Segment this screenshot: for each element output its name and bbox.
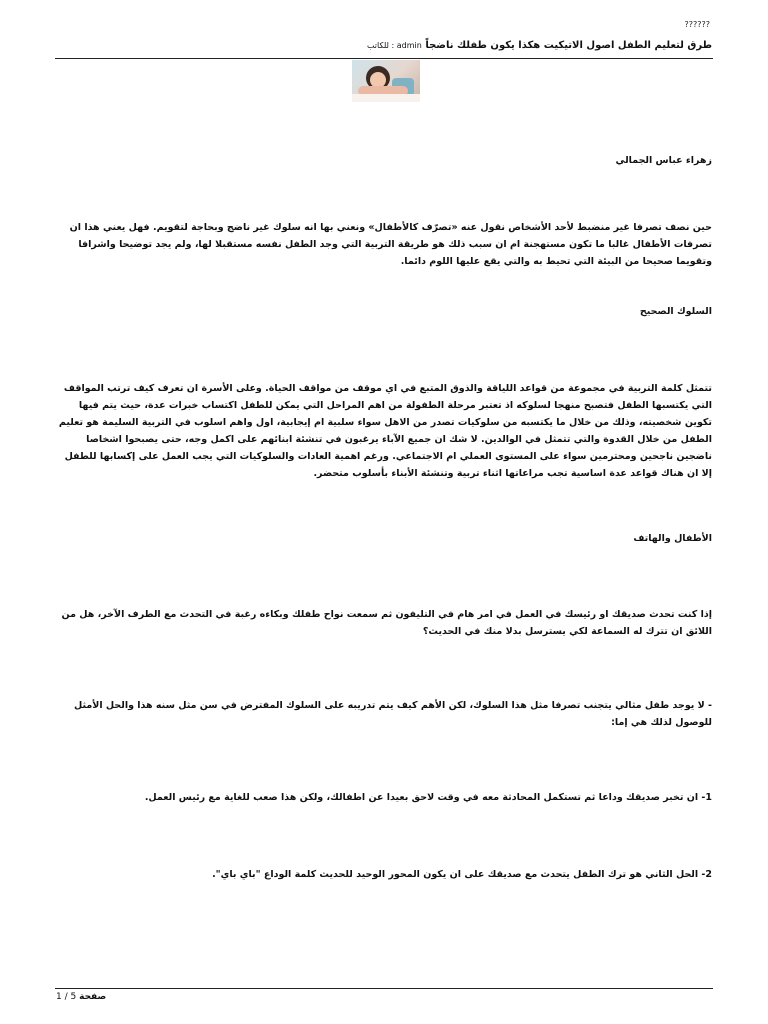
author-name: زهراء عباس الجمالي (615, 155, 712, 166)
footer-divider (55, 988, 713, 989)
no-ideal-child-paragraph: - لا يوجد طفل مثالي يتجنب تصرفا مثل هذا السلوك، لكن الأهم كيف يتم تدريبه على السلوك المفترض في سن مثل سنه هذا والحل الأمثل للوصول لذلك هي إما: (74, 700, 712, 728)
solution-1: 1- ان تخبر صديقك وداعا ثم تستكمل المحادثة معه في وقت لاحق بعيدا عن اطفالك، ولكن هذا صعب للغاية مع رئيس العمل. (144, 792, 712, 803)
page-footer (56, 992, 106, 1002)
page-label: صفحة (79, 992, 107, 1002)
heading-children-phone: الأطفال والهاتف (633, 533, 712, 544)
intro-paragraph: حين نصف تصرفا غير منضبط لأحد الأشخاص نقول عنه «تصرّف كالأطفال» ونعني بها انه سلوك غير ناضج وبحاجة لتقويم. فهل يعني هذا ان تصرفات الأطفال غالبا ما تكون مستهجنة ام ان سبب ذلك هو طريقة التربية التي وجد الطفل نفسه مستقبلا لها، ولم يجد توضيحا واشرافا وتقويما صحيحا من البيئة التي تحيط به والتي يقع عليها اللوم دائما. (69, 222, 712, 267)
header-divider (55, 58, 713, 59)
phone-question-paragraph: إذا كنت تحدث صديقك او رئيسك في العمل في امر هام في التليفون ثم سمعت نواح طفلك وبكاءه رغبة في التحدث مع الطرف الآخر، هل من اللائق ان تترك له السماعة لكي يسترسل بدلا منك في الحديث؟ (61, 609, 712, 637)
author-label: للكاتب : admin (366, 41, 422, 50)
page-count: 5 / 1 (56, 992, 77, 1002)
article-title[interactable]: طرق لتعليم الطفل اصول الاتيكيت هكذا يكون طفلك ناضجاً (425, 40, 712, 51)
photo-book (352, 94, 420, 102)
child-reading-photo (352, 60, 420, 102)
behavior-paragraph: تتمثل كلمة التربية في مجموعة من قواعد اللياقة والذوق المتبع في اي موقف من مواقف الحياة. وعلى الأسرة ان تعرف كيف ترتب المواقف التي يكتسبها الطفل فتصبح منهجا لسلوكه اذ تعتبر مرحلة الطفولة من اهم المراحل التي يمكن للطفل اكتساب خبرات عدة، حيث يتم فيها تكوين شخصيته، وذلك من خلال ما يكتسبه من سلوكيات تصدر من الاهل سواء سلبية ام إيجابية، اول واهم اسلوب في التربية السليمة هو تعليم الطفل من خلال القدوة والتي تتمثل في الوالدين. لا شك ان جميع الآباء يرغبون في تنشئة ابنائهم على اكمل وجه، حتى يصبحوا اشخاصا ناضجين ناجحين ومحترمين سواء على المستوى العملي ام الاجتماعي. ورغم اهمية العادات والسلوكيات التي يجب العمل على إكسابها للطفل إلا ان هناك قواعد عدة اساسية تجب مراعاتها اثناء تربية وتنشئة الأبناء بأسلوب متحضر. (58, 383, 712, 479)
page-mark: ?????? (684, 20, 710, 29)
article-header (52, 40, 712, 51)
solution-2: 2- الحل الثاني هو ترك الطفل يتحدث مع صديقك على ان يكون المحور الوحيد للحديث كلمة الوداع "باي باي". (212, 869, 712, 880)
heading-correct-behavior: السلوك الصحيح (639, 306, 712, 317)
